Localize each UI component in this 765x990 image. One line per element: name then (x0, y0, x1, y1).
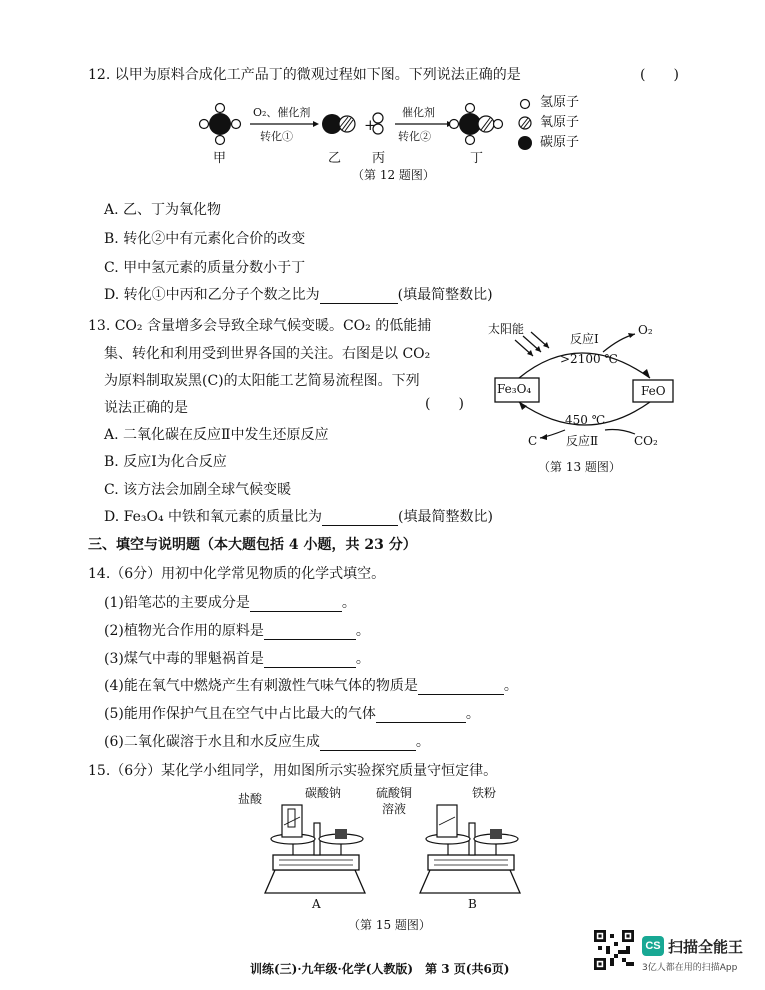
weight-b-icon (490, 829, 502, 839)
step1-label: 转化① (260, 130, 293, 143)
c-product-label: C (528, 434, 538, 448)
q13-line-2: 集、转化和利用受到世界各国的关注。右图是以 CO₂ (104, 346, 431, 362)
name-bing: 丙 (372, 151, 386, 166)
step1-condition: O₂、催化剂 (253, 106, 311, 119)
legend-h-label: 氢原子 (540, 95, 580, 110)
q13-option-a: A. 二氧化碳在反应Ⅱ中发生还原反应 (104, 427, 329, 443)
q14-blank-6[interactable] (320, 736, 416, 751)
q12-bracket: ( ) (640, 67, 679, 83)
reaction2-label: 反应Ⅱ (566, 434, 599, 448)
app-logo-icon: CS (642, 936, 664, 956)
label-na2co3: 碳酸钠 (305, 786, 342, 800)
label-cuso4: 硫酸铜 (376, 786, 413, 800)
q15-stem: 15.（6分）某化学小组同学，用如图所示实验探究质量守恒定律。 (88, 763, 498, 779)
q14-blank-3[interactable] (264, 653, 356, 668)
q14-item-6: (6)二氧化碳溶于水且和水反应生成 。 (104, 734, 430, 750)
molecule-jia (200, 104, 241, 145)
q14-blank-4[interactable] (418, 680, 504, 695)
page-footer: 训练(三)·九年级·化学(人教版) 第 3 页(共6页) (250, 962, 510, 976)
q13-line-1: 13. CO₂ 含量增多会导致全球气候变暖。CO₂ 的低能捕 (88, 318, 432, 334)
label-solution: 溶液 (382, 802, 407, 816)
app-name: 扫描全能王 (668, 938, 744, 956)
q12-option-d: D. 转化①中丙和乙分子个数之比为 (填最简整数比) (104, 287, 493, 303)
q13-d-blank[interactable] (322, 511, 398, 526)
name-yi: 乙 (328, 151, 342, 166)
q12-caption: （第 12 题图） (352, 168, 435, 182)
legend-c-icon (518, 136, 532, 150)
app-tagline: 3亿人都在用的扫描App (642, 963, 738, 973)
q14-blank-2[interactable] (264, 625, 356, 640)
o2-label: O₂ (638, 323, 653, 337)
balance-b (420, 805, 520, 893)
q13-line-4: 说法正确的是 (104, 400, 188, 416)
q12-option-c: C. 甲中氢元素的质量分数小于丁 (104, 260, 306, 276)
sun-label: 太阳能 (488, 322, 525, 336)
q14-item-2: (2)植物光合作用的原料是 。 (104, 623, 370, 639)
q14-item-4: (4)能在氧气中燃烧产生有刺激性气味气体的物质是 。 (104, 678, 518, 694)
q14-blank-5[interactable] (376, 708, 466, 723)
section3-heading: 三、填空与说明题（本大题包括 4 小题，共 23 分） (88, 537, 417, 553)
legend-h-icon (521, 100, 530, 109)
q14-stem: 14.（6分）用初中化学常见物质的化学式填空。 (88, 566, 386, 582)
q13-option-d: D. Fe₃O₄ 中铁和氧元素的质量比为 (填最简整数比) (104, 509, 493, 525)
reaction1-label: 反应Ⅰ (570, 332, 599, 346)
q12-option-b: B. 转化②中有元素化合价的改变 (104, 231, 306, 247)
label-b: B (468, 897, 477, 911)
step2-condition: 催化剂 (402, 106, 435, 119)
q15-caption: （第 15 题图） (348, 918, 431, 932)
name-jia: 甲 (213, 151, 227, 166)
reaction2-temp: 450 ℃ (565, 413, 606, 427)
legend-c-label: 碳原子 (540, 135, 580, 150)
q14-item-1: (1)铅笔芯的主要成分是 。 (104, 595, 356, 611)
q13-option-c: C. 该方法会加剧全球气候变暖 (104, 482, 292, 498)
q12-option-a: A. 乙、丁为氧化物 (104, 202, 222, 218)
q13-bracket: ( ) (425, 396, 464, 412)
balance-a (265, 805, 365, 893)
feo-label: FeO (641, 384, 666, 398)
q13-option-b: B. 反应Ⅰ为化合反应 (104, 454, 227, 470)
q12-stem: 12. 以甲为原料合成化工产品丁的微观过程如下图。下列说法正确的是 (88, 67, 521, 83)
q13-caption: （第 13 题图） (538, 460, 621, 474)
fe3o4-label: Fe₃O₄ (497, 382, 532, 396)
q13-line-3: 为原料制取炭黑(C)的太阳能工艺简易流程图。下列 (104, 373, 420, 389)
q12-d-blank[interactable] (320, 289, 398, 304)
weight-a-icon (335, 829, 347, 839)
qr-code-icon (594, 930, 634, 970)
label-iron: 铁粉 (472, 786, 497, 800)
legend-o-label: 氧原子 (540, 115, 580, 130)
label-a: A (312, 897, 321, 911)
label-hcl: 盐酸 (238, 792, 263, 806)
name-ding: 丁 (470, 151, 484, 166)
q14-item-3: (3)煤气中毒的罪魁祸首是 。 (104, 651, 370, 667)
step2-label: 转化② (398, 130, 431, 143)
reaction1-temp: >2100 ℃ (560, 352, 618, 366)
molecule-ding (450, 104, 503, 145)
q14-blank-1[interactable] (250, 597, 342, 612)
molecule-yi (322, 114, 355, 134)
q14-item-5: (5)能用作保护气且在空气中占比最大的气体 。 (104, 706, 480, 722)
co2-input-label: CO₂ (634, 434, 658, 448)
plus-sign: + (364, 116, 377, 134)
